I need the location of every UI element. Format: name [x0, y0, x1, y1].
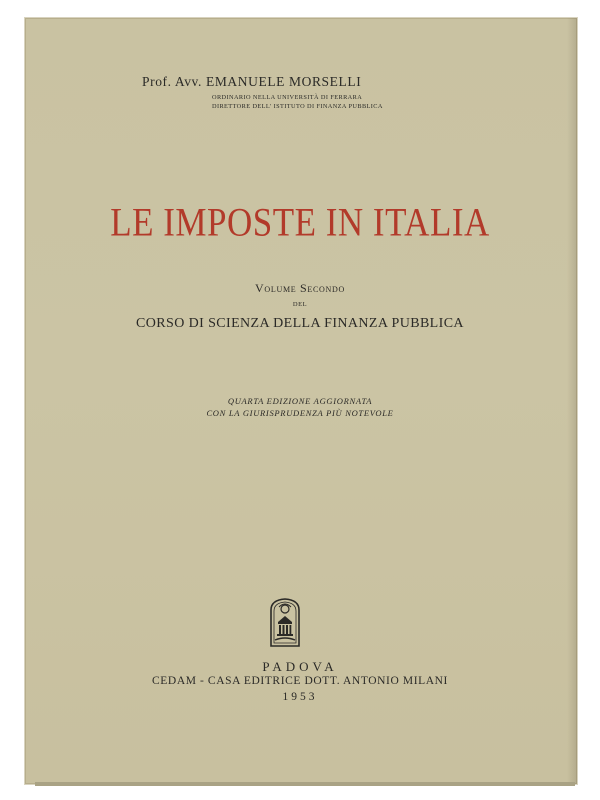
edition-line-1: QUARTA EDIZIONE AGGIORNATA: [227, 396, 373, 406]
publisher-name: CEDAM - CASA EDITRICE DOTT. ANTONIO MILANI: [152, 675, 448, 687]
author-name: Prof. Avv. EMANUELE MORSELLI: [142, 74, 362, 89]
author-block: [142, 74, 383, 111]
publisher-city: PADOVA: [262, 659, 338, 674]
author-role-institute: DIRETTORE DELL' ISTITUTO DI FINANZA PUBBLICA: [212, 103, 383, 110]
volume-label: Volume Secondo: [255, 281, 345, 295]
connector-word: DEL: [292, 301, 308, 308]
page-edge: [35, 782, 575, 786]
publisher-logo-icon: [268, 596, 302, 648]
book-title: LE IMPOSTE IN ITALIA: [110, 200, 490, 245]
course-title: CORSO DI SCIENZA DELLA FINANZA PUBBLICA: [136, 316, 464, 331]
author-role-university: ORDINARIO NELLA UNIVERSITÀ DI FERRARA: [212, 94, 363, 101]
publication-year: 1953: [282, 691, 318, 703]
edition-line-2: CON LA GIURISPRUDENZA PIÙ NOTEVOLE: [206, 408, 394, 418]
